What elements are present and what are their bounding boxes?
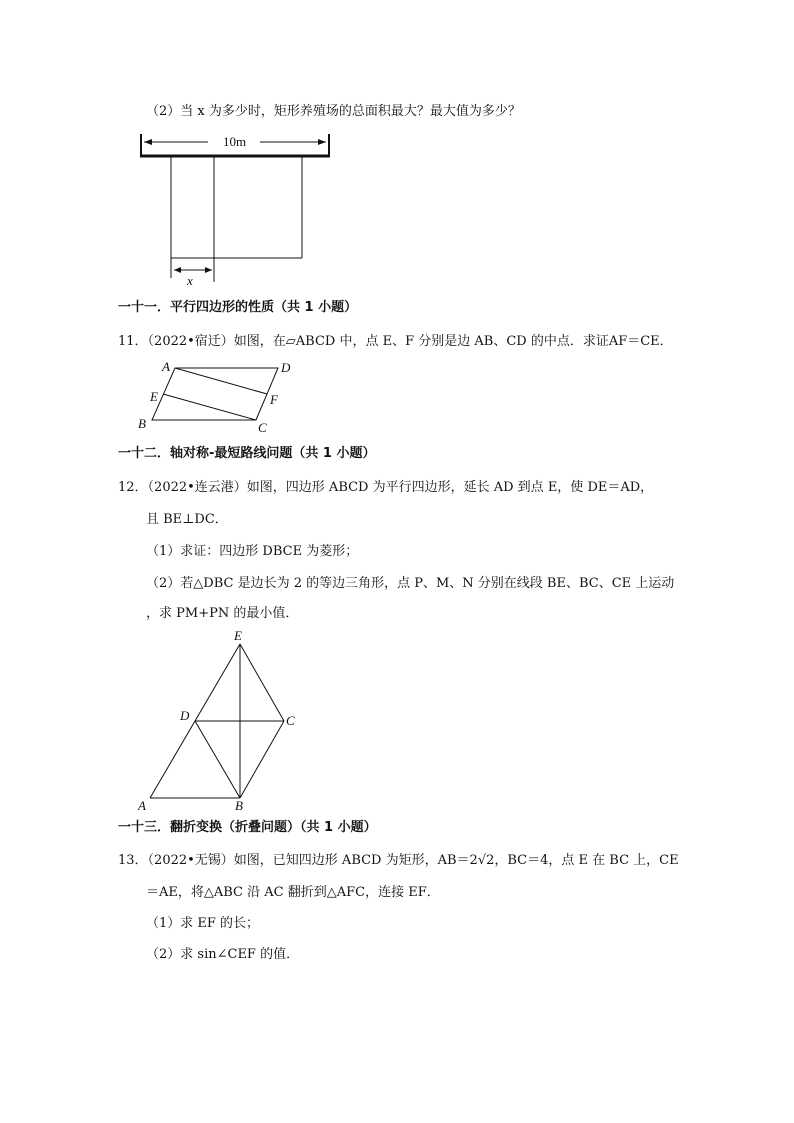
label-c: C [286, 713, 295, 728]
label-b: B [138, 416, 146, 431]
section-12-title: 一十二．轴对称-最短路线问题（共 1 小题） [118, 446, 376, 461]
label-d: D [180, 708, 190, 723]
problem-13-line-1: 13．（2022•无锡）如图，已知四边形 ABCD 为矩形，AB＝2√2，BC＝4，点 E 在 BC 上，CE [118, 853, 679, 868]
label-b: B [235, 798, 243, 812]
problem-12-line-1: 12．（2022•连云港）如图，四边形 ABCD 为平行四边形，延长 AD 到点 E，使 DE＝AD， [118, 480, 654, 495]
parallelogram [152, 368, 278, 420]
problem-12-question-2a: （2）若△DBC 是边长为 2 的等边三角形，点 P、M、N 分别在线段 BE、BC、CE 上运动 [146, 576, 675, 591]
segment-ec [163, 394, 256, 420]
label-a: A [162, 359, 170, 374]
problem-10-question-2: （2）当 x 为多少时，矩形养殖场的总面积最大？最大值为多少？ [146, 104, 521, 119]
problem-13-line-2: ＝AE，将△ABC 沿 AC 翻折到△AFC，连接 EF． [146, 885, 440, 900]
problem-13-question-1: （1）求 EF 的长； [146, 916, 260, 931]
figure-rhombus-dbce [130, 626, 310, 812]
label-d: D [281, 360, 291, 375]
label-c: C [258, 420, 267, 435]
label-a: A [138, 798, 146, 812]
segment-db [195, 721, 240, 798]
figure-parallelogram-abcd [130, 356, 300, 436]
label-e: E [234, 628, 242, 643]
length-label: 10m [223, 134, 247, 149]
problem-13-question-2: （2）求 sin∠CEF 的值． [146, 947, 300, 962]
problem-12-question-2b: ，求 PM+PN 的最小值． [146, 606, 299, 621]
label-f: F [270, 392, 278, 407]
figure-rectangle-farm [130, 128, 340, 290]
label-e: E [150, 389, 158, 404]
problem-11-text: 11．（2022•宿迁）如图，在▱ABCD 中，点 E、F 分别是边 AB、CD 的中点．求证AF＝CE． [118, 334, 673, 349]
section-11-title: 一十一．平行四边形的性质（共 1 小题） [118, 300, 358, 315]
arrowhead-left [144, 139, 152, 145]
segment-af [175, 368, 267, 394]
problem-12-question-1: （1）求证：四边形 DBCE 为菱形； [146, 544, 359, 559]
segment-cb [240, 721, 284, 798]
segment-ec [240, 644, 284, 721]
x-arrowhead-right [205, 267, 212, 273]
x-arrowhead-left [174, 267, 181, 273]
arrowhead-right [318, 139, 326, 145]
problem-12-line-2: 且 BE⊥DC． [146, 512, 228, 527]
section-13-title: 一十三．翻折变换（折叠问题）（共 1 小题） [118, 820, 377, 835]
x-label: x [187, 273, 193, 288]
